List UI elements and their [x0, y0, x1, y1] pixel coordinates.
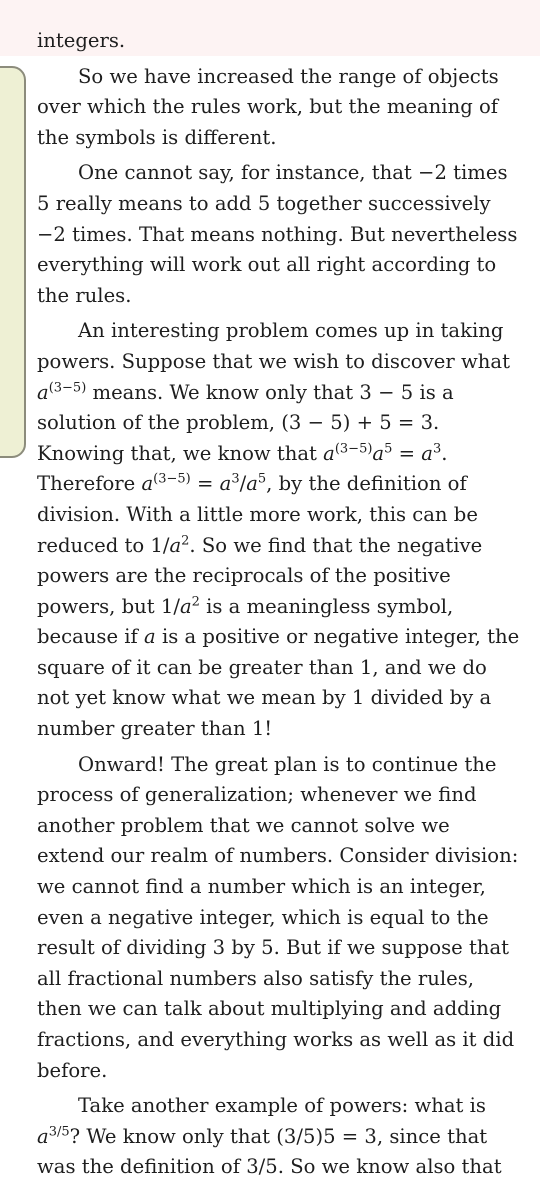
- reader-page[interactable]: [0, 29, 540, 1200]
- paragraph-2: One cannot say, for instance, that −2 times 5 really means to add 5 together successively −2 times. That means nothing. But nevertheless everything will work out all right according to the rules.: [37, 161, 518, 307]
- paragraph-5: Take another example of powers: what is $a^{3/5}$? We know only that (3/5)5 = 3, since that was the definition of 3/5. So we know also that: [37, 1094, 502, 1179]
- side-panel-tab[interactable]: [0, 66, 26, 458]
- paragraph-1: So we have increased the range of objects over which the rules work, but the meaning of the symbols is different.: [37, 64, 499, 149]
- paragraph-4: Onward! The great plan is to continue the process of generalization; whenever we find another problem that we cannot solve we extend our realm of numbers. Consider division: we cannot find a number which is an integer, even a negative integer, which is equal to the result of dividing 3 by 5. But if we suppose that all fractional numbers also satisfy the rules, then we can talk about multiplying and adding fractions, and everything works as well as it did before.: [37, 752, 519, 1082]
- paragraph-3: An interesting problem comes up in taking powers. Suppose that we wish to discover what $a^{(3-5)}$ means. We know only that 3 − 5 is a solution of the problem, (3 − 5) + 5 = 3. Knowing that, we know that $a^{(3-5)}a^5 = a^3$. Therefore $a^{(3-5)} = a^3/a^5$, by the definition of division. With a little more work, this can be reduced to $1/a^2$. So we find that the negative powers are the reciprocals of the positive powers, but $1/a^2$ is a meaningless symbol, because if a is a positive or negative integer, the square of it can be greater than 1, and we do not yet know what we mean by 1 divided by a number greater than 1!: [37, 319, 520, 741]
- fragment-line: integers.: [37, 29, 126, 52]
- text-content: [37, 29, 523, 1188]
